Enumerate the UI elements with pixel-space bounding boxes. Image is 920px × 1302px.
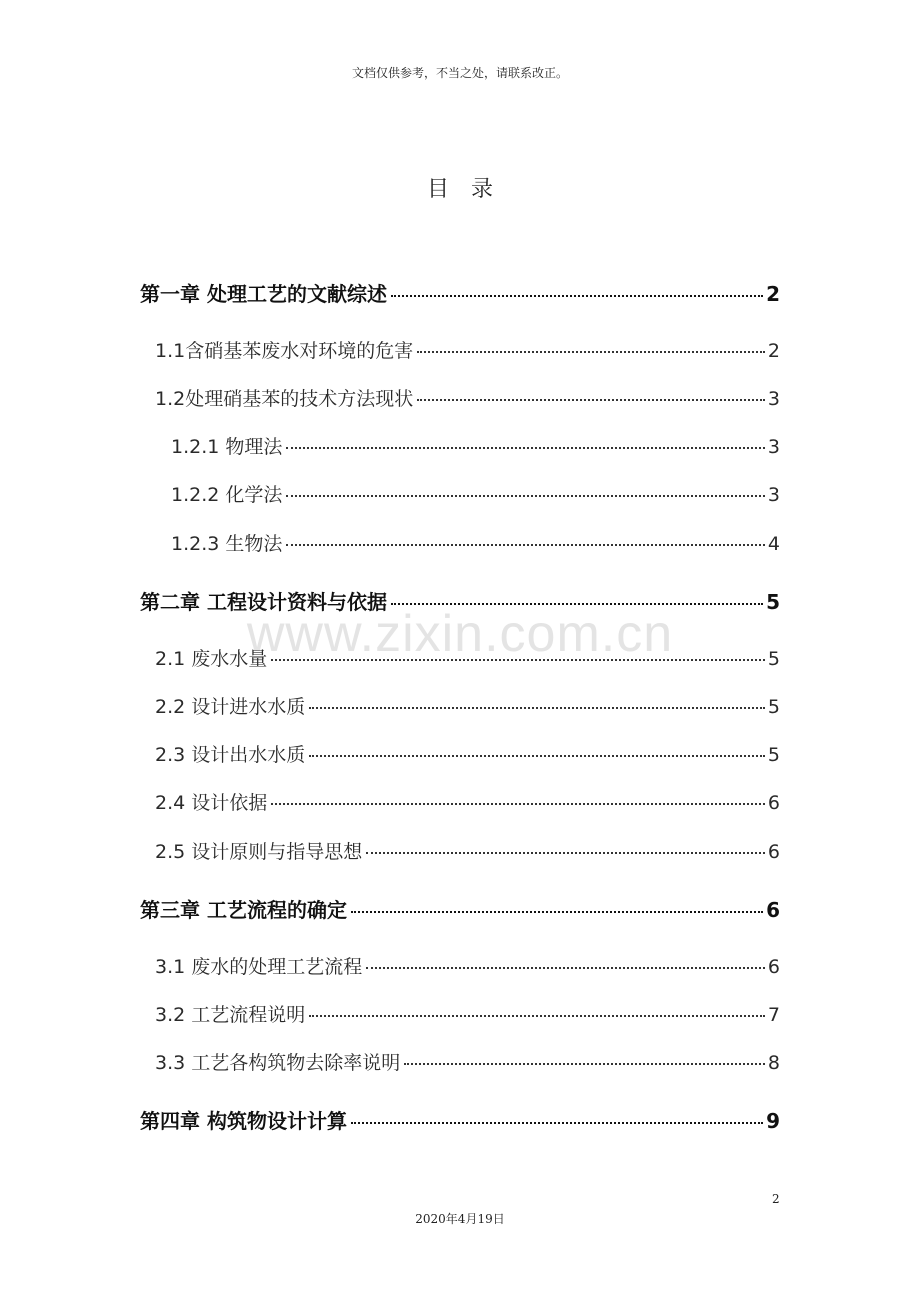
toc-entry-label: 3.2 工艺流程说明 (155, 1004, 306, 1026)
toc-entry-label: 第三章 工艺流程的确定 (140, 898, 347, 922)
toc-entry-1-1[interactable] (155, 336, 780, 363)
toc-entry-chapter-1[interactable] (140, 278, 780, 307)
dot-leader (271, 803, 765, 805)
toc-entry-page: 3 (767, 436, 780, 458)
toc-entry-3-3[interactable] (155, 1048, 780, 1075)
toc-entry-page: 5 (767, 648, 780, 670)
dot-leader (271, 659, 765, 661)
dot-leader (286, 544, 765, 546)
toc-entry-label: 1.2处理硝基苯的技术方法现状 (155, 388, 414, 410)
toc-entry-page: 3 (767, 484, 780, 506)
toc-entry-label: 2.5 设计原则与指导思想 (155, 841, 363, 863)
toc-entry-page: 4 (767, 533, 780, 555)
dot-leader (351, 911, 763, 913)
toc-entry-label: 2.2 设计进水水质 (155, 696, 306, 718)
toc-entry-label: 2.1 废水水量 (155, 648, 268, 670)
dot-leader (404, 1063, 765, 1065)
toc-entry-page: 6 (767, 792, 780, 814)
toc-entry-1-2-3[interactable] (171, 529, 780, 556)
toc-entry-label: 第一章 处理工艺的文献综述 (140, 282, 387, 306)
toc-entry-2-2[interactable] (155, 692, 780, 719)
toc-title: 目录 (426, 177, 515, 202)
dot-leader (391, 295, 763, 297)
toc-entry-label: 1.2.3 生物法 (171, 533, 283, 555)
dot-leader (417, 351, 765, 353)
toc-entry-1-2-2[interactable] (171, 480, 780, 507)
toc-entry-chapter-3[interactable] (140, 894, 780, 923)
toc-entry-page: 5 (767, 696, 780, 718)
dot-leader (309, 707, 765, 709)
page-number: 2 (772, 1192, 780, 1206)
toc-entry-label: 2.3 设计出水水质 (155, 744, 306, 766)
toc-entry-page: 5 (767, 744, 780, 766)
toc-entry-page: 8 (767, 1052, 780, 1074)
toc-entry-label: 1.2.1 物理法 (171, 436, 283, 458)
page-footer-date: 2020年4月19日 (415, 1212, 505, 1226)
toc-entry-label: 第二章 工程设计资料与依据 (140, 590, 387, 614)
page-header-note: 文档仅供参考，不当之处，请联系改正。 (351, 66, 568, 80)
toc-entry-page: 3 (767, 388, 780, 410)
dot-leader (417, 399, 765, 401)
dot-leader (286, 447, 765, 449)
toc-entry-page: 2 (766, 282, 780, 306)
dot-leader (366, 967, 765, 969)
dot-leader (351, 1122, 763, 1124)
toc-entry-2-1[interactable] (155, 644, 780, 671)
dot-leader (309, 1015, 765, 1017)
toc-entry-1-2[interactable] (155, 384, 780, 411)
toc-entry-label: 2.4 设计依据 (155, 792, 268, 814)
dot-leader (309, 755, 765, 757)
dot-leader (286, 495, 765, 497)
toc-entry-2-4[interactable] (155, 788, 780, 815)
toc-entry-label: 1.2.2 化学法 (171, 484, 283, 506)
toc-entry-chapter-2[interactable] (140, 586, 780, 615)
toc-entry-label: 3.3 工艺各构筑物去除率说明 (155, 1052, 401, 1074)
toc-entry-page: 7 (767, 1004, 780, 1026)
toc-entry-1-2-1[interactable] (171, 432, 780, 459)
watermark: www.zixin.com.cn (246, 605, 674, 663)
toc-entry-page: 6 (767, 956, 780, 978)
dot-leader (366, 852, 765, 854)
toc-entry-page: 6 (767, 841, 780, 863)
toc-entry-page: 9 (766, 1109, 780, 1133)
toc-entry-label: 1.1含硝基苯废水对环境的危害 (155, 340, 414, 362)
toc-entry-page: 6 (766, 898, 780, 922)
dot-leader (391, 603, 763, 605)
toc-entry-page: 2 (767, 340, 780, 362)
toc-entry-label: 第四章 构筑物设计计算 (140, 1109, 347, 1133)
toc-entry-3-2[interactable] (155, 1000, 780, 1027)
toc-entry-label: 3.1 废水的处理工艺流程 (155, 956, 363, 978)
toc-entry-2-3[interactable] (155, 740, 780, 767)
toc-entry-3-1[interactable] (155, 952, 780, 979)
toc-entry-2-5[interactable] (155, 837, 780, 864)
toc-entry-chapter-4[interactable] (140, 1105, 780, 1134)
toc-entry-page: 5 (766, 590, 780, 614)
